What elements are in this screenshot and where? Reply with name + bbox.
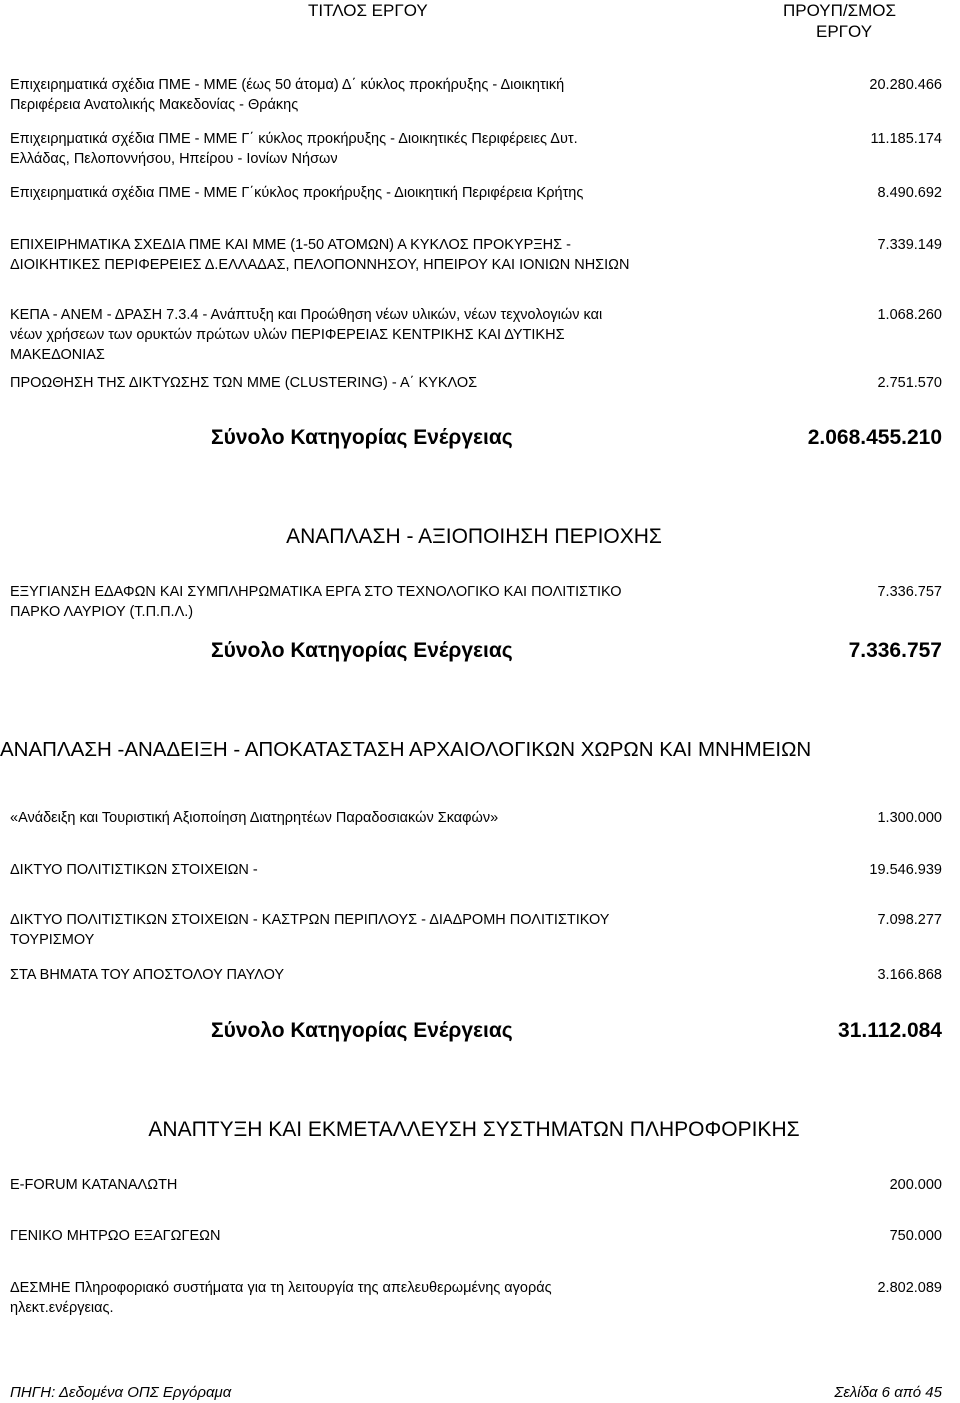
item-title-line: Επιχειρηματικά σχέδια ΠΜΕ - ΜΜΕ Γ΄κύκλος προκήρυξης - Διοικητική Περιφέρεια Κρήτης [10,185,584,201]
item-title-line: νέων χρήσεων των ορυκτών πρώτων υλών ΠΕΡΙΦΕΡΕΙΑΣ ΚΕΝΤΡΙΚΗΣ ΚΑΙ ΔΥΤΙΚΗΣ [10,327,565,343]
item-amount: 11.185.174 [870,131,942,147]
category-total-amount: 2.068.455.210 [807,426,942,449]
item-title-line: ΓΕΝΙΚΟ ΜΗΤΡΩΟ ΕΞΑΓΩΓΕΩΝ [10,1228,221,1244]
item-title-line: Επιχειρηματικά σχέδια ΠΜΕ - ΜΜΕ (έως 50 άτομα) Δ΄ κύκλος προκήρυξης - Διοικητική [10,77,565,93]
item-amount: 1.068.260 [877,307,942,323]
footer-page-number: Σελίδα 6 από 45 [834,1384,942,1401]
category-total-label: Σύνολο Κατηγορίας Ενέργειας [211,639,513,662]
item-amount: 19.546.939 [869,862,942,878]
item-amount: 200.000 [889,1177,942,1193]
category-total-amount: 31.112.084 [838,1019,942,1042]
item-amount: 750.000 [889,1228,942,1244]
item-title-line: ΔΙΟΙΚΗΤΙΚΕΣ ΠΕΡΙΦΕΡΕΙΕΣ Δ.ΕΛΛΑΔΑΣ, ΠΕΛΟΠΟΝΝΗΣΟΥ, ΗΠΕΙΡΟΥ ΚΑΙ ΙΟΝΙΩΝ ΝΗΣΙΩΝ [10,257,630,273]
item-title-line: ΤΟΥΡΙΣΜΟΥ [10,932,95,948]
item-title-line: ΕΠΙΧΕΙΡΗΜΑΤΙΚΑ ΣΧΕΔΙΑ ΠΜΕ ΚΑΙ ΜΜΕ (1-50 ΑΤΟΜΩΝ) Α ΚΥΚΛΟΣ ΠΡΟΚΥΡΞΗΣ - [10,237,571,253]
item-amount: 8.490.692 [877,185,942,201]
item-title-line: E-FORUM ΚΑΤΑΝΑΛΩΤΗ [10,1177,178,1193]
section-title: ΑΝΑΠΤΥΞΗ ΚΑΙ ΕΚΜΕΤΑΛΛΕΥΣΗ ΣΥΣΤΗΜΑΤΩΝ ΠΛΗΡΟΦΟΡΙΚΗΣ [148,1118,800,1141]
category-total-amount: 7.336.757 [848,639,942,662]
section-title: ΑΝΑΠΛΑΣΗ - ΑΞΙΟΠΟΙΗΣΗ ΠΕΡΙΟΧΗΣ [286,525,662,548]
section-title: ΑΝΑΠΛΑΣΗ -ΑΝΑΔΕΙΞΗ - ΑΠΟΚΑΤΑΣΤΑΣΗ ΑΡΧΑΙΟΛΟΓΙΚΩΝ ΧΩΡΩΝ ΚΑΙ ΜΝΗΜΕΙΩΝ [0,738,812,761]
item-amount: 2.751.570 [877,375,942,391]
item-title-line: ΔΕΣΜΗΕ Πληροφοριακό συστήματα για τη λειτουργία της απελευθερωμένης αγοράς [10,1280,552,1296]
item-title-line: ΣΤΑ ΒΗΜΑΤΑ ΤΟΥ ΑΠΟΣΤΟΛΟΥ ΠΑΥΛΟΥ [10,967,285,983]
item-amount: 1.300.000 [877,810,942,826]
item-title-line: ΚΕΠΑ - ΑΝΕΜ - ΔΡΑΣΗ 7.3.4 - Ανάπτυξη και Προώθηση νέων υλικών, νέων τεχνολογιών και [10,307,603,323]
item-title-line: Περιφέρεια Ανατολικής Μακεδονίας - Θράκης [10,97,299,113]
item-amount: 7.336.757 [877,584,942,600]
item-title-line: ΜΑΚΕΔΟΝΙΑΣ [10,347,105,363]
column-header-budget-line1: ΠΡΟΥΠ/ΣΜΟΣ [783,1,897,20]
item-title-line: ηλεκτ.ενέργειας. [10,1300,114,1316]
category-total-label: Σύνολο Κατηγορίας Ενέργειας [211,426,513,449]
item-amount: 2.802.089 [877,1280,942,1296]
column-header-title: ΤΙΤΛΟΣ ΕΡΓΟΥ [308,1,428,20]
item-title-line: ΕΞΥΓΙΑΝΣΗ ΕΔΑΦΩΝ ΚΑΙ ΣΥΜΠΛΗΡΩΜΑΤΙΚΑ ΕΡΓΑ ΣΤΟ ΤΕΧΝΟΛΟΓΙΚΟ ΚΑΙ ΠΟΛΙΤΙΣΤΙΚΟ [10,584,622,600]
item-amount: 3.166.868 [877,967,942,983]
item-title-line: ΔΙΚΤΥΟ ΠΟΛΙΤΙΣΤΙΚΩΝ ΣΤΟΙΧΕΙΩΝ - [10,862,258,878]
footer-source: ΠΗΓΗ: Δεδομένα ΟΠΣ Εργόραμα [10,1384,232,1401]
item-title-line: ΔΙΚΤΥΟ ΠΟΛΙΤΙΣΤΙΚΩΝ ΣΤΟΙΧΕΙΩΝ - ΚΑΣΤΡΩΝ ΠΕΡΙΠΛΟΥΣ - ΔΙΑΔΡΟΜΗ ΠΟΛΙΤΙΣΤΙΚΟΥ [10,912,610,928]
item-amount: 20.280.466 [869,77,942,93]
column-header-budget-line2: ΕΡΓΟΥ [816,22,873,41]
item-title-line: ΠΑΡΚΟ ΛΑΥΡΙΟΥ (Τ.Π.Π.Λ.) [10,604,194,620]
item-title-line: ΠΡΟΩΘΗΣΗ ΤΗΣ ΔΙΚΤΥΩΣΗΣ ΤΩΝ ΜΜΕ (CLUSTERING) - Α΄ ΚΥΚΛΟΣ [10,375,478,391]
item-title-line: Ελλάδας, Πελοποννήσου, Ηπείρου - Ιονίων Νήσων [10,151,338,167]
item-amount: 7.339.149 [877,237,942,253]
item-title-line: «Ανάδειξη και Τουριστική Αξιοποίηση Διατηρητέων Παραδοσιακών Σκαφών» [10,810,499,826]
item-amount: 7.098.277 [877,912,942,928]
category-total-label: Σύνολο Κατηγορίας Ενέργειας [211,1019,513,1042]
item-title-line: Επιχειρηματικά σχέδια ΠΜΕ - ΜΜΕ Γ΄ κύκλος προκήρυξης - Διοικητικές Περιφέρειες Δυτ. [10,131,578,147]
